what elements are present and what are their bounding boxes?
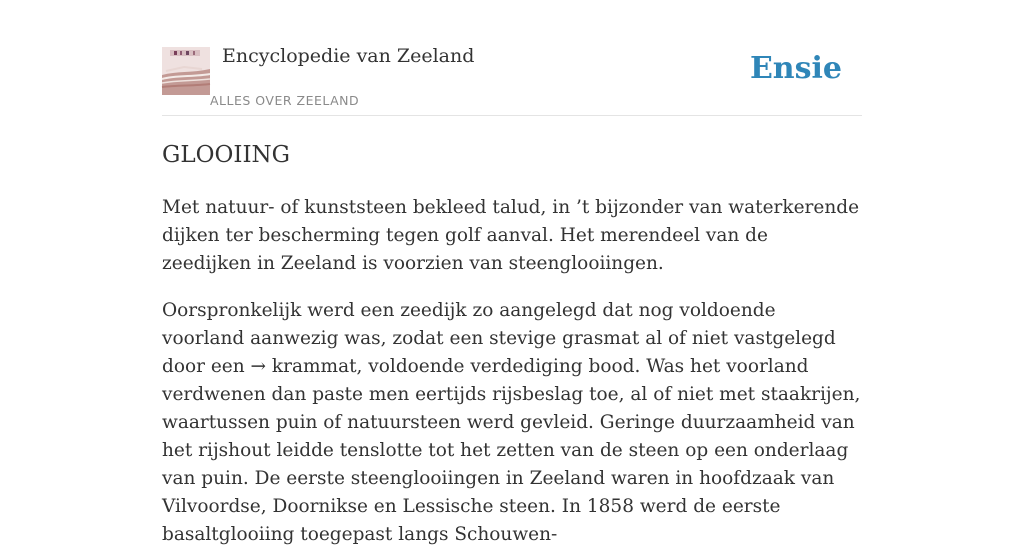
article-title: GLOOIING: [162, 142, 291, 168]
site-subtitle: ALLES OVER ZEELAND: [210, 93, 360, 108]
site-header: [162, 0, 862, 116]
site-avatar[interactable]: [162, 47, 210, 95]
article-paragraph: Met natuur- of kunststeen bekleed talud, in ’t bijzonder van waterkerende dijken ter bescherming tegen golf aanval. Het merendeel van de zeedijken in Zeeland is voorzien van steenglooiingen.: [162, 197, 860, 274]
page: [162, 0, 862, 545]
article-paragraph: Oorspronkelijk werd een zeedijk zo aangelegd dat nog voldoende voorland aanwezig was, zodat een stevige grasmat al of niet vastgelegd door een → krammat, voldoende verdediging bood. Was het voorland verdwenen dan paste men eertijds rijsbeslag toe, al of niet met staakrijen, waartussen puin of natuursteen werd gevleid. Geringe duurzaamheid van het rijshout leidde tenslotte tot het zetten van de steen op een onderlaag van puin. De eerste steenglooiingen in Zeeland waren in hoofdzaak van Vilvoordse, Doornikse en Lessische steen. In 1858 werd de eerste basaltglooiing toegepast langs Schouwen-: [162, 300, 861, 545]
site-title[interactable]: Encyclopedie van Zeeland: [222, 45, 475, 67]
book-pages-avatar-icon: [162, 47, 210, 95]
brand-logo[interactable]: Ensie: [749, 51, 842, 86]
